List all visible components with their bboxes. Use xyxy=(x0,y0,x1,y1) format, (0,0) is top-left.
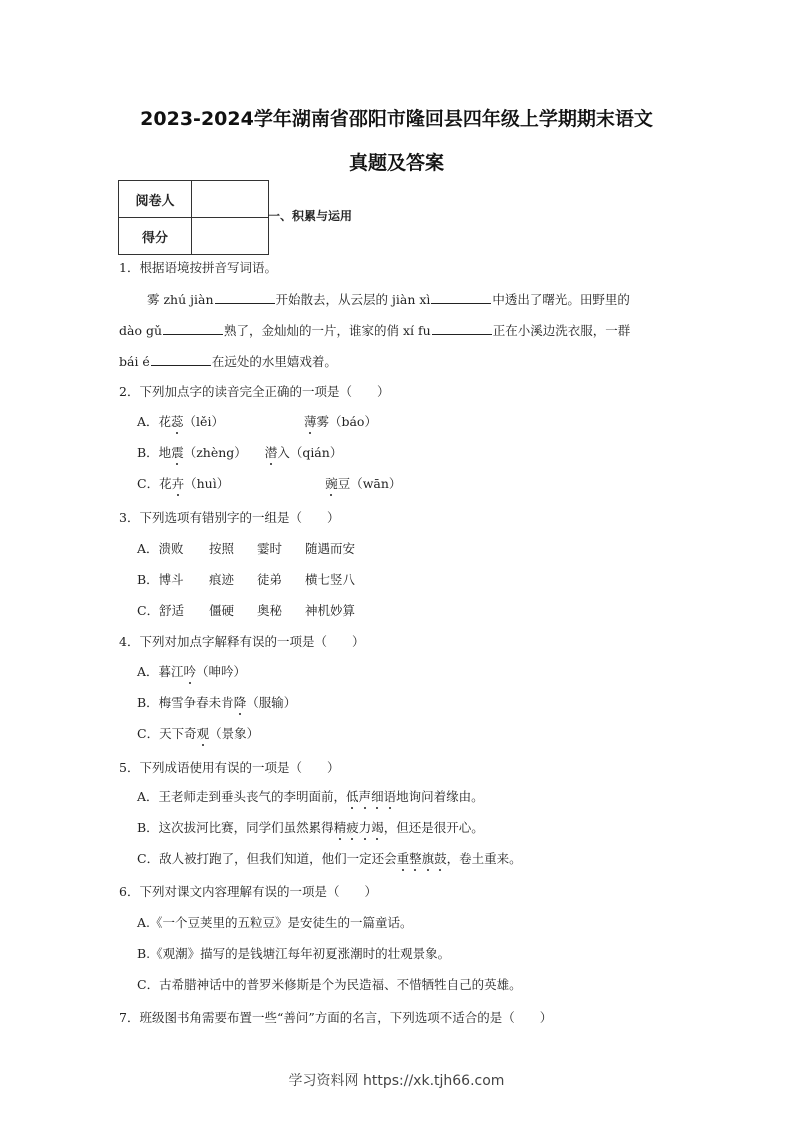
score-table xyxy=(118,180,269,255)
dotted-char: 疲 xyxy=(346,820,359,835)
q3-option-c xyxy=(137,603,355,619)
dotted-char: 整 xyxy=(409,851,422,866)
dotted-char: 语 xyxy=(383,789,397,804)
q1-text-3: 熟了，金灿灿的一片，谁家的俏 xí fu xyxy=(224,323,431,338)
answer-blank[interactable] xyxy=(151,353,211,366)
q7-stem: 7．班级图书角需要布置一些“善问”方面的名言，下列选项不适合的是（ ） xyxy=(119,1010,553,1025)
option-text: 横七竖八 xyxy=(305,572,356,587)
option-text: 神机妙算 xyxy=(305,603,356,618)
dotted-char: 竭 xyxy=(371,820,384,835)
option-text: ，但还是很开心。 xyxy=(383,820,484,835)
dotted-char: 低 xyxy=(346,789,359,804)
option-text: 奥秘 xyxy=(257,603,283,618)
q5-option-c xyxy=(137,851,522,867)
answer-blank[interactable] xyxy=(431,291,491,304)
option-text: 地询问着缘由。 xyxy=(396,789,484,804)
q3-option-b xyxy=(137,572,355,588)
option-text: （服输） xyxy=(246,695,297,710)
q4-stem: 4．下列对加点字解释有误的一项是（ ） xyxy=(119,634,365,649)
q1-paragraph-line2 xyxy=(119,322,630,339)
q1-text-5: 在远处的水里嬉戏着。 xyxy=(211,354,337,369)
q3-stem: 3．下列选项有错别字的一组是（ ） xyxy=(119,510,340,525)
dotted-char: 精 xyxy=(333,820,347,835)
q6-option-c: C．古希腊神话中的普罗米修斯是个为民造福、不惜牺牲自己的英雄。 xyxy=(137,977,522,992)
dotted-phrase xyxy=(397,851,447,866)
dotted-char: 吟 xyxy=(183,664,197,679)
option-text: B．这次拔河比赛，同学们虽然累得 xyxy=(137,820,334,835)
dotted-char: 力 xyxy=(358,820,372,835)
option-text: （景象） xyxy=(209,726,260,741)
q1-pinyin-1: 雾 zhú jiàn xyxy=(147,292,214,307)
dotted-char: 细 xyxy=(371,789,384,804)
option-text: B．梅雪争春未肯 xyxy=(137,695,234,710)
q4-option-b xyxy=(137,695,296,711)
option-text: 霎时 xyxy=(257,541,283,556)
q1-stem: 1．根据语境按拼音写词语。 xyxy=(119,260,277,275)
dotted-char: 鼓 xyxy=(434,851,447,866)
option-text: 随遇而安 xyxy=(305,541,356,556)
section-heading: 一、积累与运用 xyxy=(268,209,353,223)
q1-text-2: 中透出了曙光。田野里的 xyxy=(492,292,630,307)
reviewer-label: 阅卷人 xyxy=(119,181,192,218)
q4-option-a xyxy=(137,664,246,680)
q1-text-4: 正在小溪边洗衣服，一群 xyxy=(492,323,631,338)
option-text: 徒弟 xyxy=(257,572,283,587)
score-label: 得分 xyxy=(119,218,192,255)
option-text: 入（qián） xyxy=(277,445,343,460)
option-text: 豆（wān） xyxy=(337,476,402,491)
dotted-char: 卉 xyxy=(171,476,185,491)
q1-text-1: 开始散去，从云层的 jiàn xì xyxy=(275,292,431,307)
q1-pinyin-2: dào gǔ xyxy=(119,323,163,338)
q1-paragraph-line3 xyxy=(119,353,337,370)
option-text: C．花 xyxy=(137,476,172,491)
option-text: 痕迹 xyxy=(209,572,235,587)
dotted-char: 观 xyxy=(196,726,210,741)
score-cell xyxy=(192,218,269,255)
q5-option-b xyxy=(137,820,484,836)
option-text: ，卷土重来。 xyxy=(446,851,522,866)
dotted-char: 震 xyxy=(171,445,184,460)
reviewer-cell xyxy=(192,181,269,218)
q6-option-b: B.《观潮》描写的是钱塘江每年初夏涨潮时的壮观景象。 xyxy=(137,946,451,961)
q1-pinyin-3: bái é xyxy=(119,354,150,369)
option-text: 雾（báo） xyxy=(316,414,377,429)
option-text: 僵硬 xyxy=(209,603,235,618)
option-text: C．敌人被打跑了，但我们知道，他们一定还会 xyxy=(137,851,397,866)
dotted-phrase xyxy=(334,820,384,835)
dotted-phrase xyxy=(346,789,396,804)
q5-option-a xyxy=(137,789,484,805)
q1-paragraph-line1 xyxy=(147,291,630,308)
dotted-char: 薄 xyxy=(303,414,317,429)
q6-option-a: A.《一个豆荚里的五粒豆》是安徒生的一篇童话。 xyxy=(137,915,413,930)
q2-stem: 2．下列加点字的读音完全正确的一项是（ ） xyxy=(119,384,390,399)
dotted-char: 蕊 xyxy=(171,414,184,429)
answer-blank[interactable] xyxy=(215,291,275,304)
option-text: B．地 xyxy=(137,445,172,460)
document-title-line1: 2023-2024学年湖南省邵阳市隆回县四年级上学期期末语文 xyxy=(140,108,653,130)
document-title-line2: 真题及答案 xyxy=(348,152,444,174)
option-text: A．花 xyxy=(137,414,172,429)
option-text: A．暮江 xyxy=(137,664,184,679)
option-text: （呻吟） xyxy=(196,664,247,679)
q4-option-c xyxy=(137,726,259,742)
answer-blank[interactable] xyxy=(163,322,223,335)
dotted-char: 降 xyxy=(233,695,247,710)
option-text: A．王老师走到垂头丧气的李明面前， xyxy=(137,789,347,804)
q3-option-a xyxy=(137,541,355,557)
dotted-char: 潜 xyxy=(264,445,278,460)
dotted-char: 重 xyxy=(396,851,410,866)
dotted-char: 旗 xyxy=(421,851,435,866)
footer-watermark: 学习资料网 https://xk.tjh66.com xyxy=(288,1073,505,1089)
dotted-char: 声 xyxy=(358,789,372,804)
q2-option-b xyxy=(137,445,342,461)
q5-stem: 5．下列成语使用有误的一项是（ ） xyxy=(119,760,340,775)
dotted-char: 豌 xyxy=(325,476,338,491)
option-text: C．舒适 xyxy=(137,603,185,618)
q6-stem: 6．下列对课文内容理解有误的一项是（ ） xyxy=(119,884,377,899)
q2-option-c xyxy=(137,476,401,492)
option-text: B．博斗 xyxy=(137,572,184,587)
option-text: （zhèng） xyxy=(183,445,247,460)
option-text: （lěi） xyxy=(183,414,224,429)
option-text: 按照 xyxy=(209,541,235,556)
option-text: C．天下奇 xyxy=(137,726,197,741)
option-text: A．溃败 xyxy=(137,541,184,556)
q2-option-a xyxy=(137,414,377,430)
answer-blank[interactable] xyxy=(432,322,492,335)
option-text: （huì） xyxy=(184,476,230,491)
